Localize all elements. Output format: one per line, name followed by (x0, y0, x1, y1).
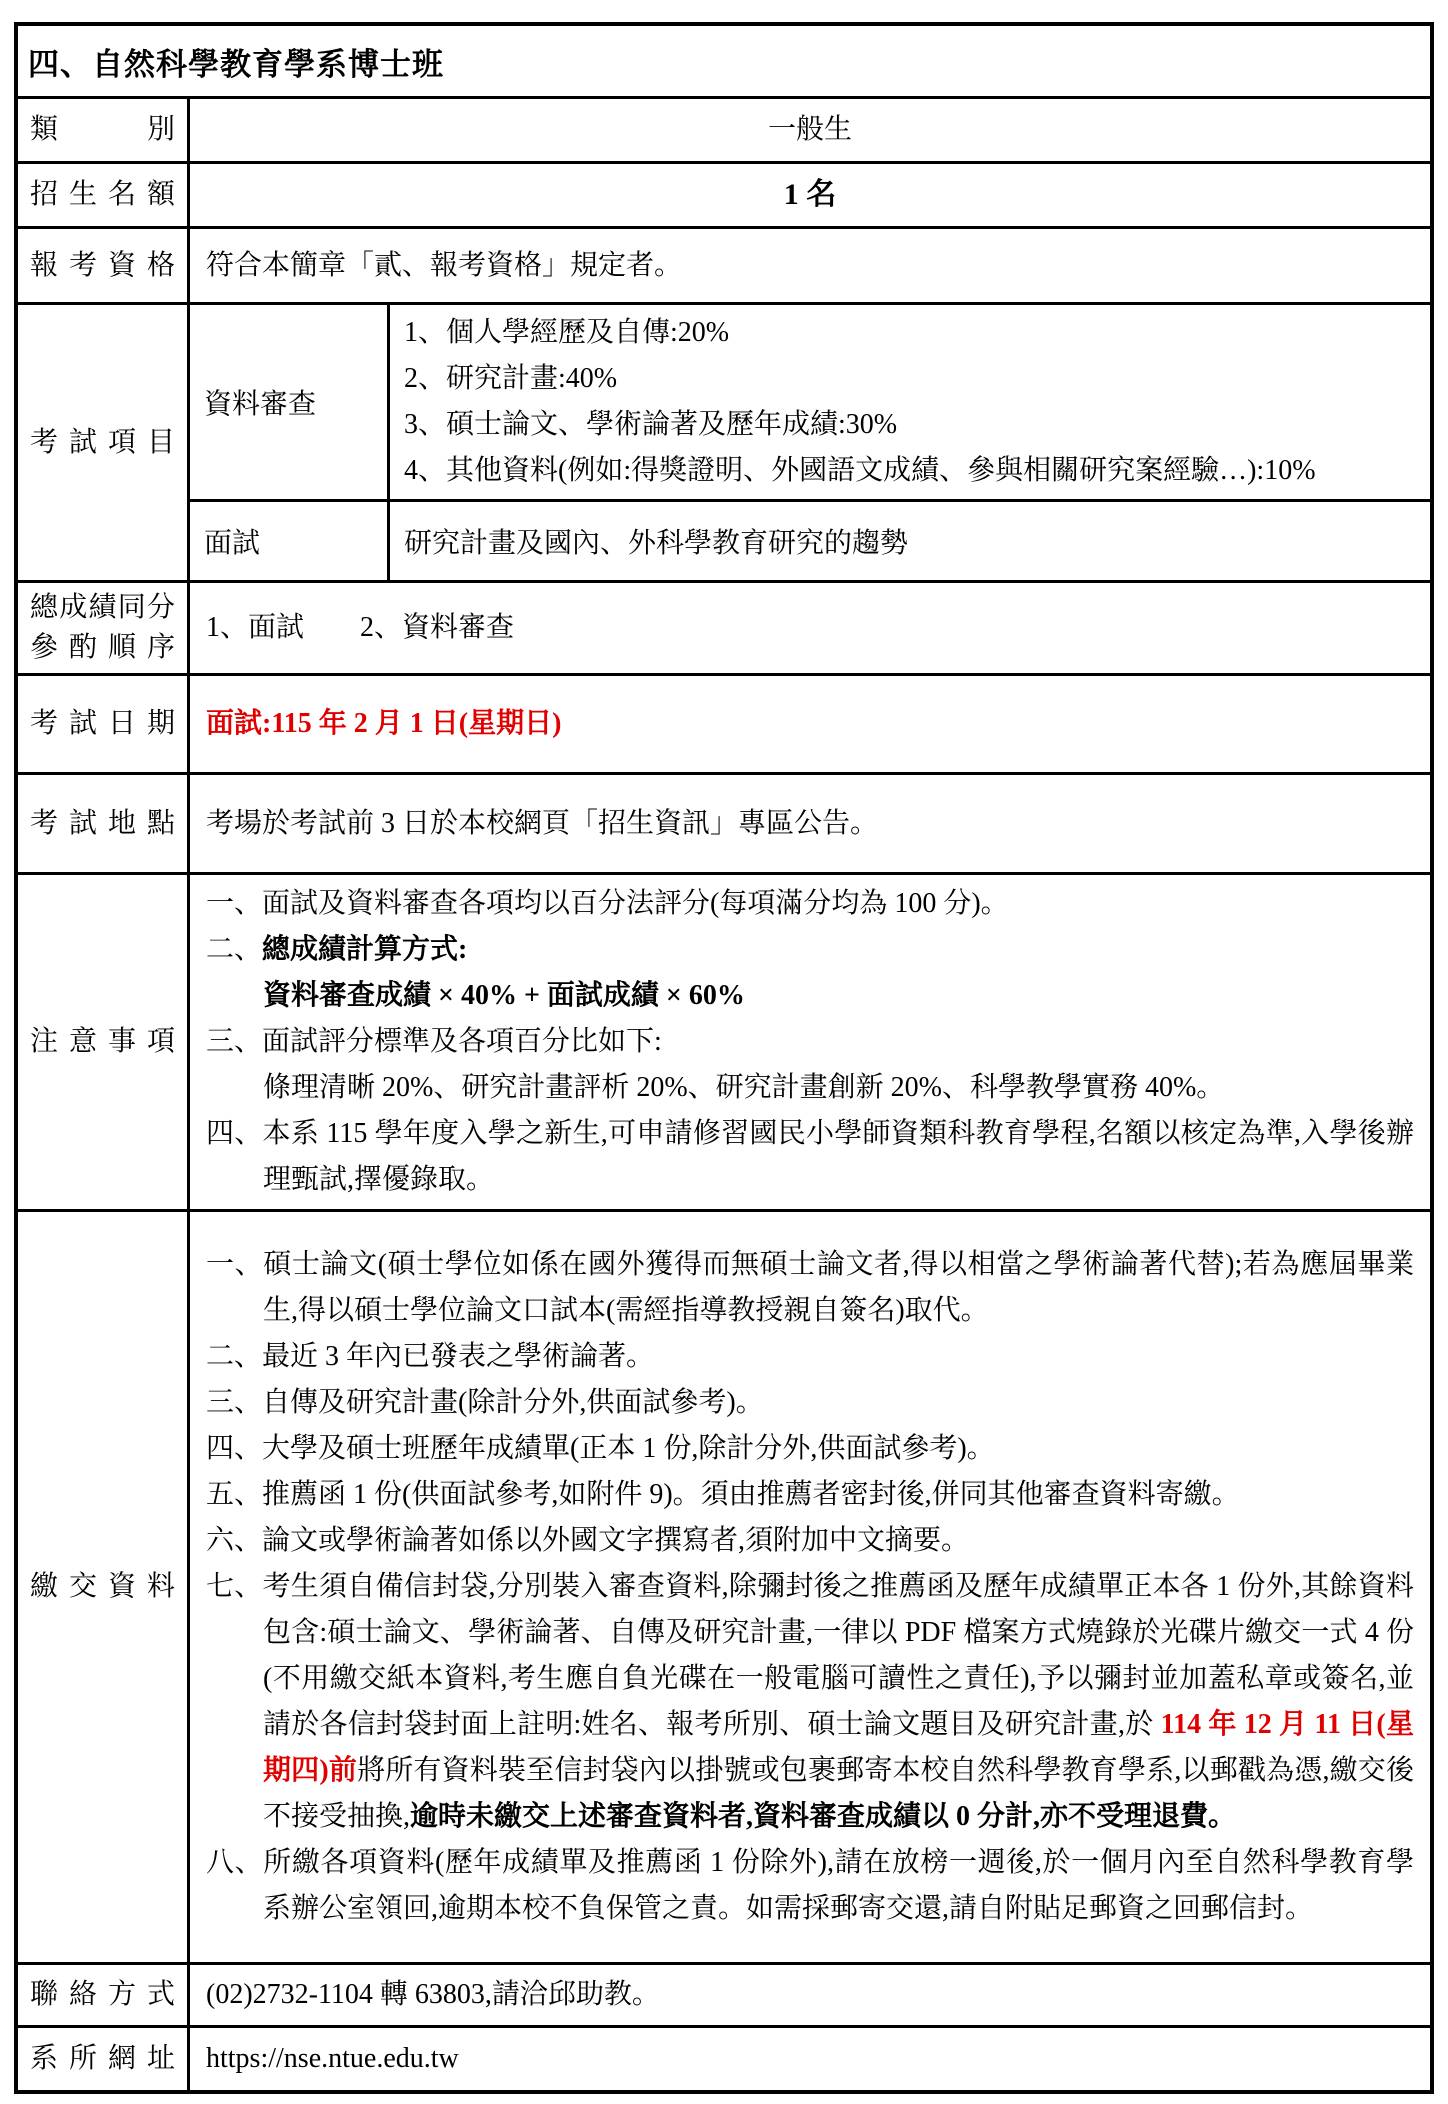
value-exam-date: 面試:115 年 2 月 1 日(星期日) (206, 708, 562, 739)
label-tiebreak-order: 總 成 績 同 分 參 酌 順 序 (18, 583, 190, 673)
document-review-items: 1、個人學經歷及自傳:20% 2、研究計畫:40% 3、碩士論文、學術論著及歷年成績:30% 4、其他資料(例如:得獎證明、外國語文成績、參與相關研究案經驗…):10% (404, 317, 1316, 486)
interview-topic: 研究計畫及國內、外科學教育研究的趨勢 (404, 528, 909, 559)
label-contact: 聯 絡 方 式 (18, 1965, 190, 2025)
subrow-document-review (190, 305, 1430, 499)
label-exam-location: 考 試 地 點 (18, 775, 190, 872)
value-website: https://nse.ntue.edu.tw (206, 2043, 459, 2074)
value-eligibility: 符合本簡章「貳、報考資格」規定者。 (206, 249, 683, 281)
label-notes: 注 意 事 項 (18, 875, 190, 1209)
row-tiebreak-order (18, 580, 1430, 673)
label-quota: 招 生 名 額 (18, 164, 190, 226)
notes-list: 一、面試及資料審查各項均以百分法評分(每項滿分均為 100 分)。 二、總成績計算方式: 資料審查成績 × 40% + 面試成績 × 60% 三、面試評分標準及各項百分比如下: 條理清晰 20%、研究計畫評析 20%、研究計畫創新 20%、科學教學實務 40%。 四、本系 115 學年度入學之新生,可申請修習國民小學師資類科教育學程,名額以核定為準,入學後辦理甄試,擇優錄取。 (206, 888, 1414, 1195)
exam-items-subtable (190, 305, 1430, 580)
value-category: 一般生 (767, 114, 852, 145)
label-exam-date: 考 試 日 期 (18, 676, 190, 772)
row-exam-items (18, 302, 1430, 580)
section-title-row (18, 26, 1430, 96)
admission-table (14, 22, 1434, 2094)
label-document-review: 資料審查 (190, 305, 390, 499)
label-website: 系 所 網 址 (18, 2028, 190, 2090)
value-tiebreak-order: 1、面試 2、資料審查 (206, 612, 515, 643)
row-website (18, 2025, 1430, 2090)
value-exam-location: 考場於考試前 3 日於本校網頁「招生資訊」專區公告。 (206, 807, 879, 839)
value-quota: 1 名 (783, 178, 837, 211)
section-title: 四、自然科學教育學系博士班 (28, 46, 444, 82)
label-eligibility: 報 考 資 格 (18, 229, 190, 302)
row-category (18, 96, 1430, 161)
row-exam-date (18, 673, 1430, 772)
submission-materials-list: 一、碩士論文(碩士學位如係在國外獲得而無碩士論文者,得以相當之學術論著代替);若為應屆畢業生,得以碩士學位論文口試本(需經指導教授親自簽名)取代。 二、最近 3 年內已發表之學術論著。 三、自傳及研究計畫(除計分外,供面試參考)。 四、大學及碩士班歷年成績單(正本 1 份,除計分外,供面試參考)。 五、推薦函 1 份(供面試參考,如附件 9)。須由推薦者密封後,併同其他審查資料寄繳。 六、論文或學術論著如係以外國文字撰寫者,須附加中文摘要。 七、考生須自備信封袋,分別裝入審查資料,除彌封後之推薦函及歷年成績單正本各 1 份外,其餘資料包含:碩士論文、學術論著、自傳及研究計畫,一律以 PDF 檔案方式燒錄於光碟片繳交一式 4 份(不用繳交紙本資料,考生應自負光碟在一般電腦可讀性之責任),予以彌封並加蓋私章或簽名,並請於各信封袋封面上註明:姓名、報考所別、碩士論文題目及研究計畫,於 114 年 12 月 11 日(星期四)前將所有資料裝至信封袋內以掛號或包裹郵寄本校自然科學教育學系,以郵戳為憑,繳交後不接受抽換,逾時未繳交上述審查資料者,資料審查成績以 0 分計,亦不受理退費。 八、所繳各項資料(歷年成績單及推薦函 1 份除外),請在放榜一週後,於一個月內至自然科學教育學系辦公室領回,逾期本校不負保管之責。如需採郵寄交還,請自附貼足郵資之回郵信封。 (206, 1249, 1414, 1924)
label-category: 類 別 (18, 99, 190, 161)
row-contact (18, 1962, 1430, 2025)
row-notes (18, 872, 1430, 1209)
row-quota (18, 161, 1430, 226)
row-submission-materials (18, 1209, 1430, 1962)
row-exam-location (18, 772, 1430, 872)
label-submission-materials: 繳 交 資 料 (18, 1212, 190, 1962)
label-interview: 面試 (190, 502, 390, 580)
row-eligibility (18, 226, 1430, 302)
value-contact: (02)2732-1104 轉 63803,請洽邱助教。 (206, 1979, 660, 2010)
label-exam-items: 考 試 項 目 (18, 305, 190, 580)
subrow-interview (190, 499, 1430, 580)
